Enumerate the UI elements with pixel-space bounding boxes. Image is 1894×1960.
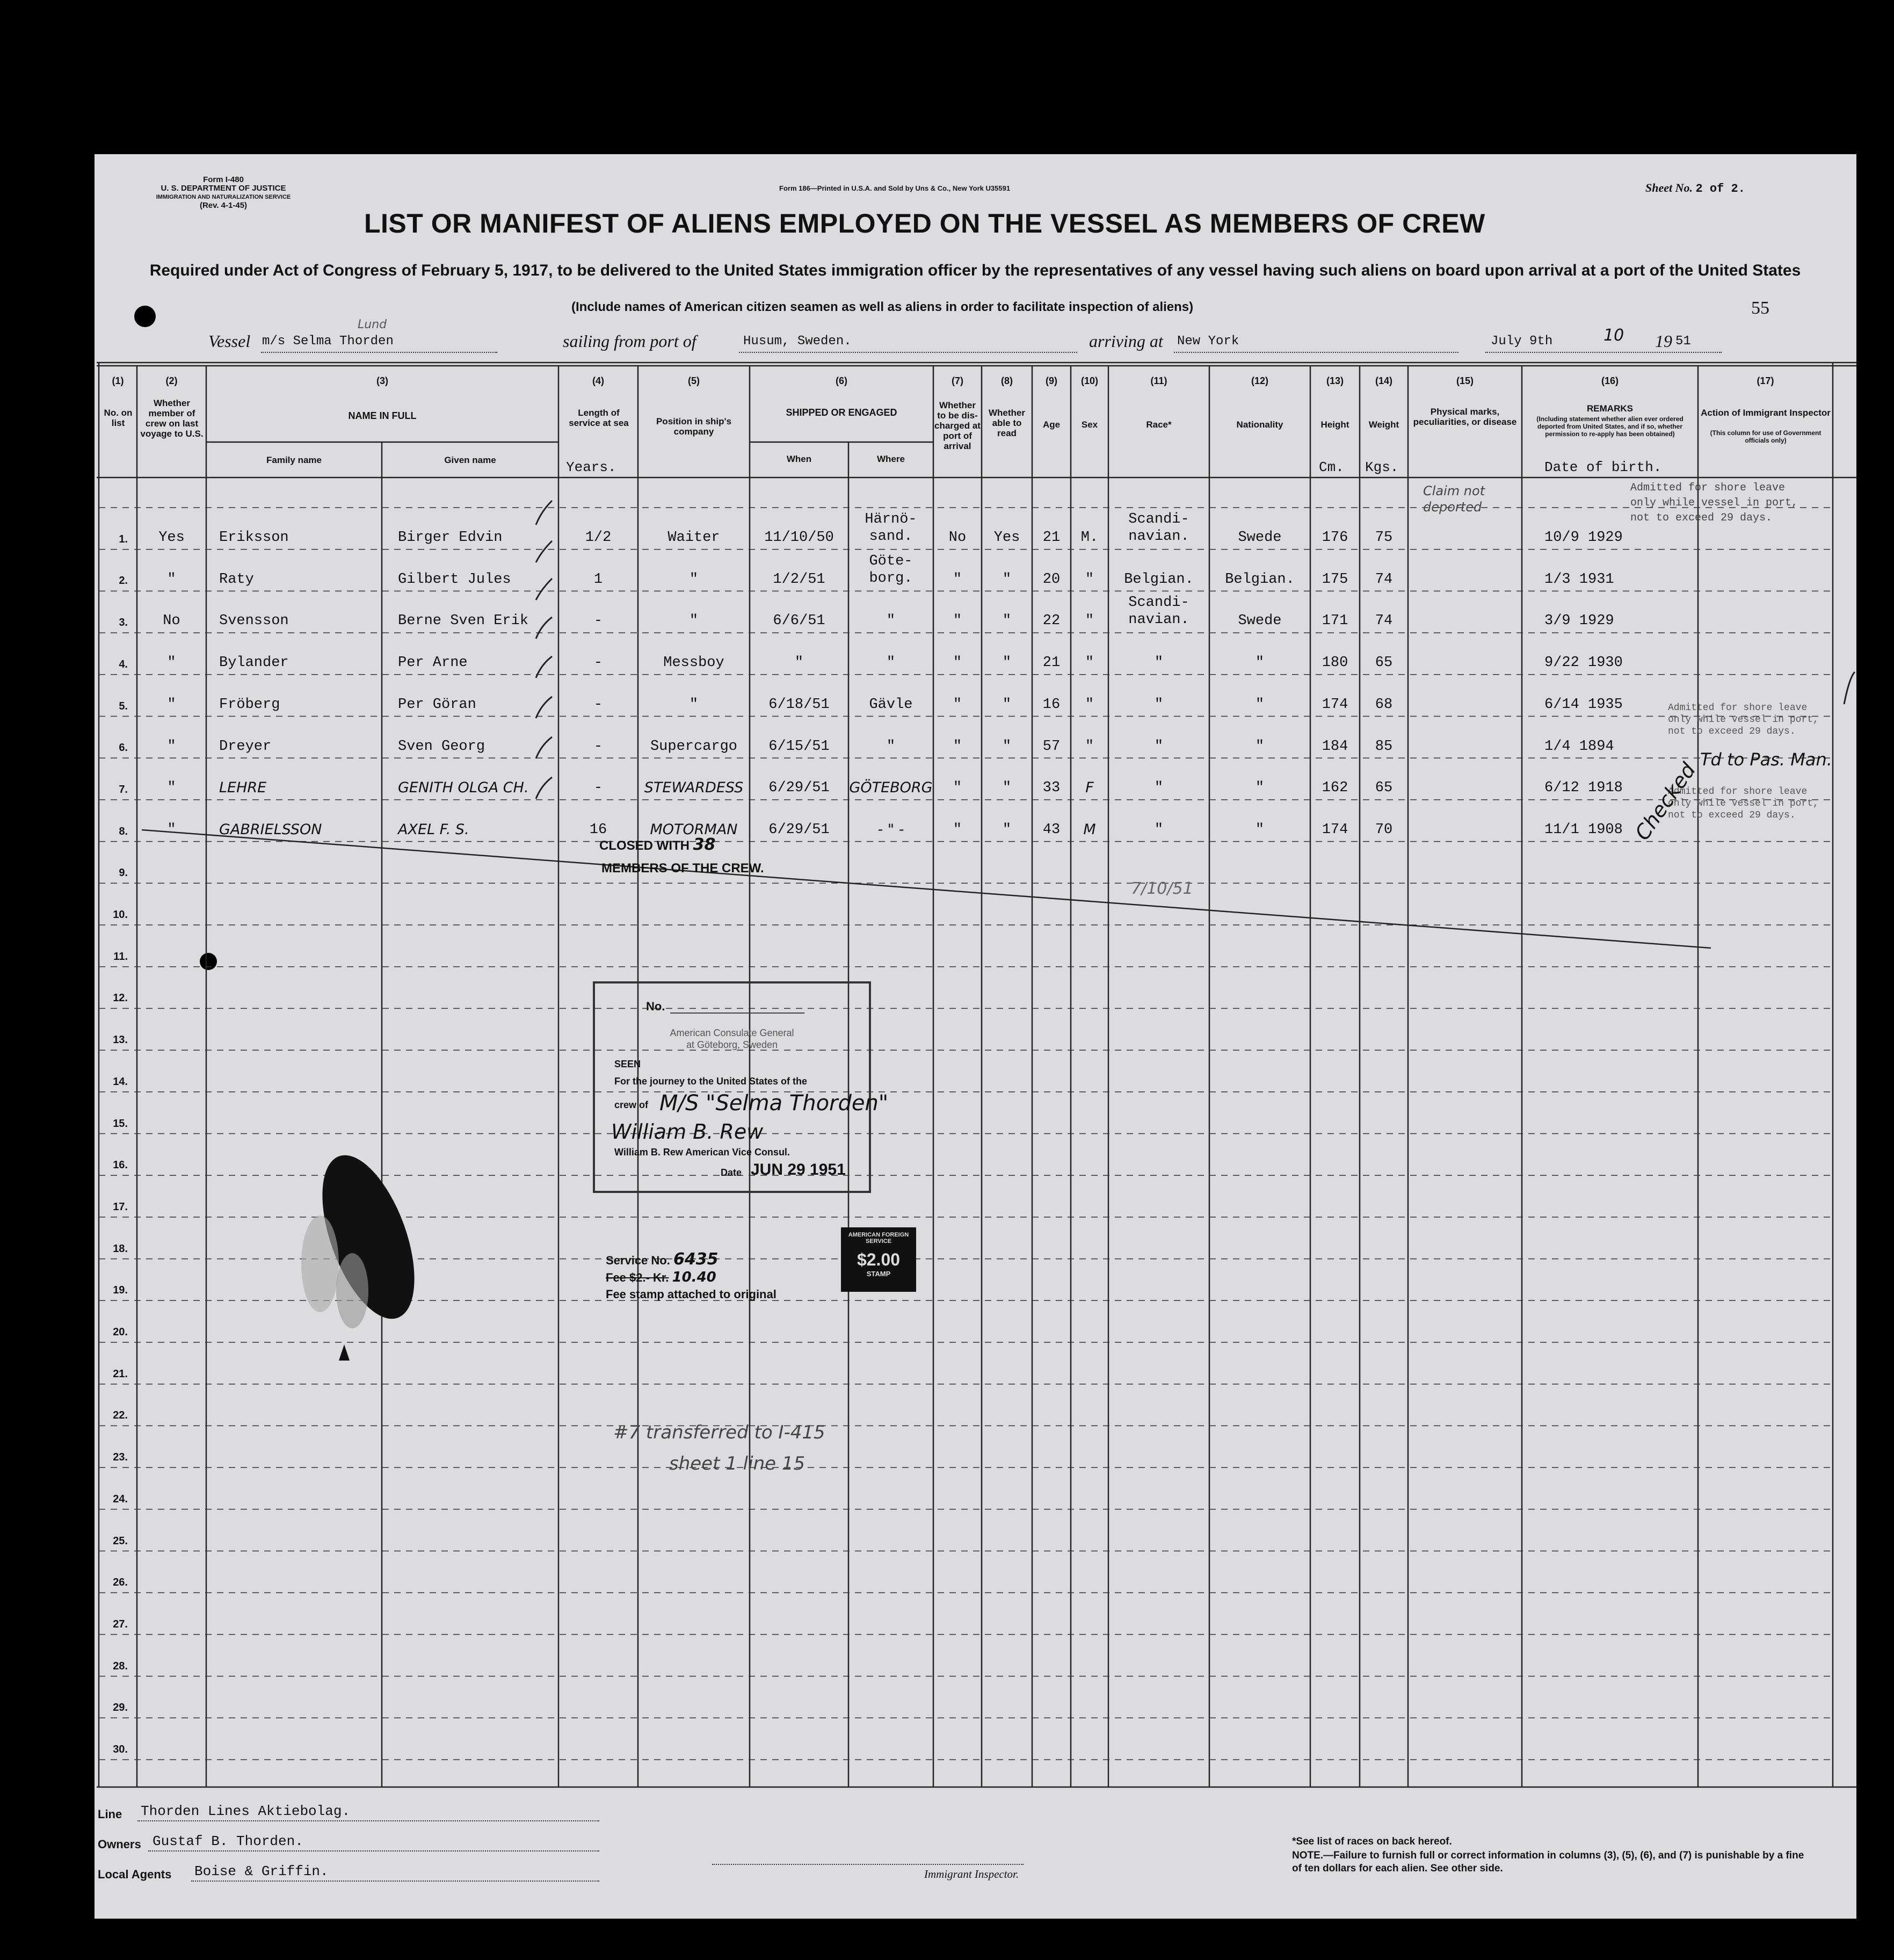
row-number: 13. bbox=[113, 1034, 128, 1046]
cell-given: AXEL F. S. bbox=[398, 821, 469, 838]
cell-where: Gävle bbox=[869, 696, 913, 713]
races-note: *See list of races on back hereof. bbox=[1292, 1836, 1452, 1847]
cell-position: Supercargo bbox=[650, 738, 738, 755]
cell-when: 1/2/51 bbox=[773, 571, 825, 588]
col-num-9: (9) bbox=[1046, 375, 1057, 386]
cell-family: LEHRE bbox=[219, 779, 267, 797]
vessel-value: m/s Selma Thorden bbox=[262, 334, 394, 349]
transfer-note-1: #7 transferred to I-415 bbox=[613, 1422, 825, 1443]
cell-race: " bbox=[1154, 696, 1164, 713]
cell-sex: " bbox=[1085, 571, 1094, 588]
year-value: 51 bbox=[1675, 334, 1691, 349]
row-number: 10. bbox=[113, 909, 128, 921]
revision: (Rev. 4-1-45) bbox=[199, 201, 248, 210]
row-number: 18. bbox=[113, 1242, 128, 1255]
row-number: 16. bbox=[113, 1159, 128, 1171]
cell-given: Per Göran bbox=[398, 696, 476, 713]
cell-height: 174 bbox=[1322, 696, 1348, 713]
closed-count: 38 bbox=[693, 835, 716, 854]
col-num-2: (2) bbox=[165, 375, 178, 386]
row-number: 29. bbox=[113, 1702, 128, 1714]
punch-hole bbox=[53, 758, 77, 783]
fee-stamp bbox=[841, 1227, 916, 1292]
cell-nat: " bbox=[1255, 696, 1265, 713]
stamp-date-value: JUN 29 1951 bbox=[751, 1161, 846, 1178]
pass-note: Td to Pas. Man. bbox=[1700, 749, 1832, 770]
page-number: 55 bbox=[1751, 298, 1769, 318]
closed-note-2: MEMBERS OF THE CREW. bbox=[601, 861, 764, 876]
vessel-label: Vessel bbox=[208, 331, 251, 351]
cell-given: Per Arne bbox=[398, 655, 468, 671]
cell-race: Scandi- navian. bbox=[1128, 511, 1189, 545]
row-number: 1. bbox=[119, 533, 128, 545]
cell-race: " bbox=[1154, 655, 1164, 671]
cell-sex: " bbox=[1085, 738, 1094, 755]
cell-last: " bbox=[167, 571, 176, 588]
col-header-number: No. on list bbox=[104, 408, 133, 428]
cell-years: - bbox=[593, 696, 603, 713]
transfer-note-2: sheet 1 line 15 bbox=[669, 1453, 806, 1474]
fee-label: Fee $2.- Kr. bbox=[606, 1271, 669, 1284]
cell-position: STEWARDESS bbox=[644, 779, 744, 797]
cell-family: Fröberg bbox=[219, 696, 280, 713]
service-value: 6435 bbox=[673, 1250, 719, 1269]
cell-weight: 74 bbox=[1375, 613, 1393, 630]
row-number: 27. bbox=[113, 1618, 128, 1630]
col-unit-dob: Date of birth. bbox=[1544, 459, 1662, 475]
cell-age: 33 bbox=[1042, 780, 1061, 797]
col-num-5: (5) bbox=[688, 375, 700, 386]
col-header-height: Height bbox=[1320, 420, 1349, 430]
cell-read: " bbox=[1002, 571, 1012, 588]
cell-family: Dreyer bbox=[219, 738, 272, 755]
shore-leave-note-3: Admitted for shore leave only while vessel in port, not to exceed 29 days. bbox=[1668, 786, 1819, 821]
row-number: 14. bbox=[113, 1075, 128, 1088]
year-prefix: 19 bbox=[1655, 331, 1672, 351]
col-header-read: Whether able to read bbox=[989, 408, 1025, 438]
col-header-action-note: (This column for use of Government officials only) bbox=[1710, 429, 1822, 444]
cell-age: 22 bbox=[1042, 613, 1061, 630]
col-header-family-name: Family name bbox=[266, 455, 322, 465]
col-num-13: (13) bbox=[1326, 375, 1344, 386]
cell-disch: No bbox=[948, 530, 967, 546]
row-number: 12. bbox=[113, 992, 128, 1004]
cell-family: Eriksson bbox=[219, 530, 289, 546]
col-num-1: (1) bbox=[112, 375, 124, 386]
cell-when: 6/18/51 bbox=[768, 696, 830, 713]
col-header-length-service: Length of service at sea bbox=[569, 408, 629, 428]
cell-disch: " bbox=[953, 696, 962, 713]
row-number: 11. bbox=[113, 950, 128, 963]
col-header-position: Position in ship's company bbox=[656, 416, 732, 437]
punch-hole bbox=[53, 699, 77, 724]
cell-remarks: 1/3 1931 bbox=[1544, 571, 1614, 588]
initials-date: 7/10/51 bbox=[1131, 879, 1193, 898]
cell-last: Yes bbox=[158, 530, 185, 546]
footer-agents-label: Local Agents bbox=[98, 1868, 172, 1881]
cell-race: Scandi- navian. bbox=[1128, 595, 1189, 628]
fine-note: NOTE.—Failure to furnish full or correct information in columns (3), (5), (6), and (7) is punishable by a fine of ten dollars for each alien. See other side. bbox=[1292, 1850, 1804, 1874]
sheet-label: Sheet No. bbox=[1645, 181, 1693, 194]
row-number: 6. bbox=[119, 742, 128, 754]
row-number: 19. bbox=[113, 1284, 128, 1297]
stamp-city: at Göteborg, Sweden bbox=[686, 1039, 778, 1050]
cell-given: Berne Sven Erik bbox=[398, 613, 529, 630]
cell-age: 43 bbox=[1042, 821, 1061, 838]
cell-where: " bbox=[886, 738, 896, 755]
col-header-last-voyage: Whether member of crew on last voyage to U.S. bbox=[140, 398, 204, 439]
cell-remarks: 6/14 1935 bbox=[1544, 696, 1623, 713]
col-num-7: (7) bbox=[952, 375, 963, 386]
footer-owners-underline bbox=[148, 1850, 599, 1851]
cell-last: " bbox=[167, 821, 176, 838]
cell-weight: 65 bbox=[1375, 780, 1393, 797]
cell-last: " bbox=[167, 696, 176, 713]
cell-when: 6/15/51 bbox=[768, 738, 830, 755]
cell-race: Belgian. bbox=[1124, 571, 1194, 588]
cell-read: " bbox=[1002, 696, 1012, 713]
col-header-action: Action of Immigrant Inspector bbox=[1701, 408, 1831, 418]
cell-height: 174 bbox=[1322, 821, 1348, 838]
cell-last: " bbox=[167, 655, 176, 671]
cell-disch: " bbox=[953, 571, 962, 588]
col-header-remarks-note: (Including statement whether alien ever ordered deported from United States, and if so, whether permission to re-apply has been obtained) bbox=[1536, 415, 1683, 438]
cell-remarks: 11/1 1908 bbox=[1544, 821, 1623, 838]
cell-years: 16 bbox=[589, 821, 607, 838]
cell-read: " bbox=[1002, 613, 1012, 630]
inspector-signature-line bbox=[712, 1864, 1024, 1865]
row-number: 20. bbox=[113, 1326, 128, 1338]
closed-text: CLOSED WITH bbox=[599, 838, 690, 853]
col-num-3: (3) bbox=[376, 375, 388, 386]
cell-disch: " bbox=[953, 655, 962, 671]
cell-when: 6/29/51 bbox=[768, 821, 830, 838]
cell-age: 16 bbox=[1042, 696, 1061, 713]
cell-when: " bbox=[794, 655, 804, 671]
col-num-10: (10) bbox=[1080, 375, 1098, 386]
deportee-note: Claim not deported bbox=[1423, 483, 1485, 515]
cell-given: Birger Edvin bbox=[398, 530, 503, 546]
stamp-journey: For the journey to the United States of the bbox=[614, 1076, 808, 1087]
stamp-no-label: No. bbox=[646, 1000, 665, 1013]
col-num-8: (8) bbox=[1001, 375, 1013, 386]
cell-when: 11/10/50 bbox=[764, 530, 834, 546]
arrival-date: July 9th bbox=[1491, 334, 1553, 349]
row-number: 25. bbox=[113, 1535, 128, 1547]
footer-agents-underline bbox=[191, 1881, 599, 1882]
row-number: 7. bbox=[119, 783, 128, 795]
stamp-crew-label: crew of bbox=[614, 1100, 649, 1110]
cell-disch: " bbox=[953, 738, 962, 755]
cell-weight: 85 bbox=[1375, 738, 1393, 755]
footer-line-value: Thorden Lines Aktiebolag. bbox=[141, 1803, 351, 1819]
row-number: 22. bbox=[113, 1409, 128, 1422]
cell-sex: M. bbox=[1080, 530, 1099, 546]
fee-stamp-top: AMERICAN FOREIGN SERVICE bbox=[848, 1232, 909, 1245]
cell-years: - bbox=[593, 738, 603, 755]
department: U. S. DEPARTMENT OF JUSTICE bbox=[161, 184, 286, 193]
col-header-name: NAME IN FULL bbox=[348, 410, 417, 421]
cell-nat: " bbox=[1255, 821, 1265, 838]
col-num-6: (6) bbox=[836, 375, 847, 386]
fee-stamp-bottom: STAMP bbox=[866, 1270, 891, 1278]
cell-when: 6/6/51 bbox=[773, 613, 825, 630]
cell-given: GENITH OLGA CH. bbox=[398, 779, 529, 797]
service-name: IMMIGRATION AND NATURALIZATION SERVICE bbox=[156, 194, 291, 200]
col-header-weight: Weight bbox=[1368, 420, 1399, 430]
cell-disch: " bbox=[953, 780, 962, 797]
col-header-discharged: Whether to be dis-charged at port of arrival bbox=[934, 400, 981, 451]
stamp-signature: William B. Rew bbox=[611, 1120, 764, 1144]
sheet-value: 2 of 2. bbox=[1695, 182, 1745, 196]
vessel-handwriting: Lund bbox=[358, 318, 387, 331]
cell-read: " bbox=[1002, 821, 1012, 838]
row-number: 15. bbox=[113, 1117, 128, 1130]
cell-remarks: 1/4 1894 bbox=[1544, 738, 1614, 755]
arrival-date-hand: 10 bbox=[1603, 326, 1624, 345]
col-header-race: Race* bbox=[1146, 420, 1172, 430]
inspector-label: Immigrant Inspector. bbox=[924, 1868, 1019, 1881]
col-num-16: (16) bbox=[1601, 375, 1619, 386]
cell-nat: " bbox=[1255, 655, 1265, 671]
cell-disch: " bbox=[953, 613, 962, 630]
cell-family: Bylander bbox=[219, 655, 289, 671]
cell-where: " bbox=[886, 613, 896, 630]
cell-years: 1/2 bbox=[585, 530, 612, 546]
row-number: 4. bbox=[119, 658, 128, 670]
cell-race: " bbox=[1154, 821, 1164, 838]
cell-weight: 65 bbox=[1375, 655, 1393, 671]
cell-read: " bbox=[1002, 780, 1012, 797]
row-number: 21. bbox=[113, 1368, 128, 1380]
cell-age: 57 bbox=[1042, 738, 1061, 755]
cell-family: Svensson bbox=[219, 613, 289, 630]
shore-leave-note-1: Admitted for shore leave only while vessel in port, not to exceed 29 days. bbox=[1630, 482, 1798, 524]
closed-note bbox=[599, 835, 715, 854]
cell-where: Härnö- sand. bbox=[865, 511, 917, 545]
cell-age: 21 bbox=[1042, 655, 1061, 671]
row-number: 23. bbox=[113, 1451, 128, 1464]
cell-height: 175 bbox=[1322, 571, 1348, 588]
cell-last: " bbox=[167, 780, 176, 797]
cell-age: 21 bbox=[1042, 530, 1061, 546]
cell-where: Göte- borg. bbox=[869, 553, 913, 587]
row-number: 2. bbox=[119, 575, 128, 587]
cell-nat: " bbox=[1255, 738, 1265, 755]
row-number: 28. bbox=[113, 1660, 128, 1672]
embossed-seal bbox=[288, 1146, 417, 1371]
col-header-where: Where bbox=[877, 454, 905, 464]
cell-family: GABRIELSSON bbox=[219, 821, 322, 838]
col-num-12: (12) bbox=[1251, 375, 1268, 386]
cell-position: " bbox=[689, 696, 699, 713]
col-num-11: (11) bbox=[1150, 375, 1167, 386]
cell-years: 1 bbox=[593, 571, 603, 588]
col-header-age: Age bbox=[1042, 420, 1061, 430]
cell-race: " bbox=[1154, 780, 1164, 797]
cell-remarks: 6/12 1918 bbox=[1544, 780, 1623, 797]
fee-service bbox=[606, 1250, 718, 1269]
cell-family: Raty bbox=[219, 571, 254, 588]
sailing-label: sailing from port of bbox=[563, 331, 696, 351]
cell-height: 180 bbox=[1322, 655, 1348, 671]
col-header-remarks: REMARKS bbox=[1587, 403, 1633, 414]
row-number: 26. bbox=[113, 1576, 128, 1589]
consulate-stamp bbox=[593, 981, 889, 1193]
fee-line bbox=[606, 1269, 716, 1285]
cell-position: " bbox=[689, 571, 699, 588]
checked-note: Checked bbox=[1630, 758, 1701, 845]
service-label: Service No. bbox=[606, 1254, 670, 1267]
shore-leave-note-2: Admitted for shore leave only while vessel in port, not to exceed 29 days. bbox=[1668, 703, 1819, 737]
col-header-sex: Sex bbox=[1081, 420, 1098, 430]
cell-remarks: 3/9 1929 bbox=[1544, 613, 1614, 630]
col-unit-years: Years. bbox=[566, 459, 616, 475]
arriving-label: arriving at bbox=[1089, 331, 1163, 351]
cell-position: " bbox=[689, 613, 699, 630]
fee-value: 10.40 bbox=[672, 1269, 716, 1285]
cell-last: " bbox=[167, 738, 176, 755]
subtitle: Required under Act of Congress of February 5, 1917, to be delivered to the United States immigration officer by the representatives of any vessel having such aliens on board upon arrival at a port of the United States bbox=[149, 262, 1801, 279]
cell-nat: Swede bbox=[1238, 613, 1282, 630]
col-num-17: (17) bbox=[1757, 375, 1774, 386]
cell-last: No bbox=[163, 613, 180, 630]
cell-sex: F bbox=[1085, 779, 1094, 797]
stamp-office: American Consulate General bbox=[670, 1028, 794, 1038]
cell-sex: " bbox=[1085, 655, 1094, 671]
cell-age: 20 bbox=[1042, 571, 1061, 588]
cell-height: 176 bbox=[1322, 530, 1348, 546]
cell-read: Yes bbox=[993, 530, 1020, 546]
arriving-value: New York bbox=[1177, 334, 1239, 349]
cell-where: - " - bbox=[877, 821, 904, 838]
col-header-physical: Physical marks, peculiarities, or disease bbox=[1413, 407, 1517, 427]
cell-nat: " bbox=[1255, 780, 1265, 797]
cell-weight: 68 bbox=[1375, 696, 1393, 713]
punch-hole bbox=[53, 1264, 77, 1289]
printer-line: Form 186—Printed in U.S.A. and Sold by Uns & Co., New York U35591 bbox=[779, 184, 1011, 192]
row-number: 3. bbox=[119, 617, 128, 629]
form-number: Form I-480 bbox=[203, 175, 244, 184]
cell-where: GÖTEBORG bbox=[849, 779, 933, 797]
col-unit-kgs: Kgs. bbox=[1365, 459, 1399, 475]
footer-owners-label: Owners bbox=[98, 1838, 141, 1851]
cell-position: MOTORMAN bbox=[650, 821, 738, 838]
col-header-nationality: Nationality bbox=[1236, 420, 1283, 430]
row-number: 8. bbox=[119, 825, 128, 837]
punch-hole bbox=[53, 1685, 77, 1710]
footer-line-label: Line bbox=[98, 1807, 122, 1821]
col-header-when: When bbox=[786, 454, 812, 464]
cell-remarks: 9/22 1930 bbox=[1544, 655, 1623, 671]
cell-sex: " bbox=[1085, 613, 1094, 630]
cell-years: - bbox=[593, 780, 603, 797]
fee-attached: Fee stamp attached to original bbox=[606, 1288, 777, 1301]
cell-read: " bbox=[1002, 655, 1012, 671]
cell-nat: Belgian. bbox=[1225, 571, 1295, 588]
stamp-no-line bbox=[670, 1012, 804, 1014]
cell-where: " bbox=[886, 655, 896, 671]
col-header-given-name: Given name bbox=[444, 455, 496, 465]
footer-owners-value: Gustaf B. Thorden. bbox=[153, 1833, 303, 1849]
cell-given: Sven Georg bbox=[398, 738, 485, 755]
stamp-officer: William B. Rew American Vice Consul. bbox=[614, 1147, 790, 1158]
cell-sex: M bbox=[1083, 821, 1096, 838]
fee-stamp-value: $2.00 bbox=[857, 1250, 901, 1269]
row-number: 9. bbox=[119, 867, 128, 879]
col-num-15: (15) bbox=[1456, 375, 1474, 386]
cell-height: 162 bbox=[1322, 780, 1348, 797]
page-title: LIST OR MANIFEST OF ALIENS EMPLOYED ON THE VESSEL AS MEMBERS OF CREW bbox=[364, 208, 1485, 238]
row-number: 24. bbox=[113, 1493, 128, 1505]
col-num-14: (14) bbox=[1375, 375, 1392, 386]
cell-read: " bbox=[1002, 738, 1012, 755]
cell-remarks: 10/9 1929 bbox=[1544, 530, 1623, 546]
row-number: 30. bbox=[113, 1744, 128, 1755]
row-number: 17. bbox=[113, 1200, 128, 1213]
cell-height: 184 bbox=[1322, 738, 1348, 755]
sailing-value: Husum, Sweden. bbox=[743, 334, 852, 349]
cell-sex: " bbox=[1085, 696, 1094, 713]
cell-nat: Swede bbox=[1238, 530, 1282, 546]
stamp-date-label: Date bbox=[721, 1167, 742, 1178]
cell-position: Waiter bbox=[667, 530, 720, 546]
stamp-crew-value: M/S "Selma Thorden" bbox=[659, 1091, 889, 1116]
col-unit-cm: Cm. bbox=[1319, 459, 1344, 475]
punch-hole bbox=[53, 417, 77, 442]
footer-line-underline bbox=[137, 1820, 599, 1821]
cell-position: Messboy bbox=[663, 655, 724, 671]
cell-years: - bbox=[593, 655, 603, 671]
col-num-4: (4) bbox=[592, 375, 604, 386]
col-header-shipped: SHIPPED OR ENGAGED bbox=[786, 407, 897, 418]
cell-disch: " bbox=[953, 821, 962, 838]
cell-weight: 75 bbox=[1375, 530, 1393, 546]
cell-height: 171 bbox=[1322, 613, 1348, 630]
cell-race: " bbox=[1154, 738, 1164, 755]
cell-when: 6/29/51 bbox=[768, 780, 830, 797]
cell-weight: 70 bbox=[1375, 821, 1393, 838]
stamp-seen: SEEN bbox=[614, 1059, 641, 1069]
subtitle-note: (Include names of American citizen seamen as well as aliens in order to facilitate inspection of aliens) bbox=[571, 300, 1194, 314]
row-number: 5. bbox=[119, 700, 128, 712]
cell-years: - bbox=[593, 613, 603, 630]
punch-hole bbox=[53, 324, 77, 349]
manifest-sheet bbox=[95, 154, 1856, 1919]
punch-hole bbox=[53, 1628, 77, 1652]
cell-weight: 74 bbox=[1375, 571, 1393, 588]
cell-given: Gilbert Jules bbox=[398, 571, 511, 588]
footer-agents-value: Boise & Griffin. bbox=[194, 1863, 329, 1879]
